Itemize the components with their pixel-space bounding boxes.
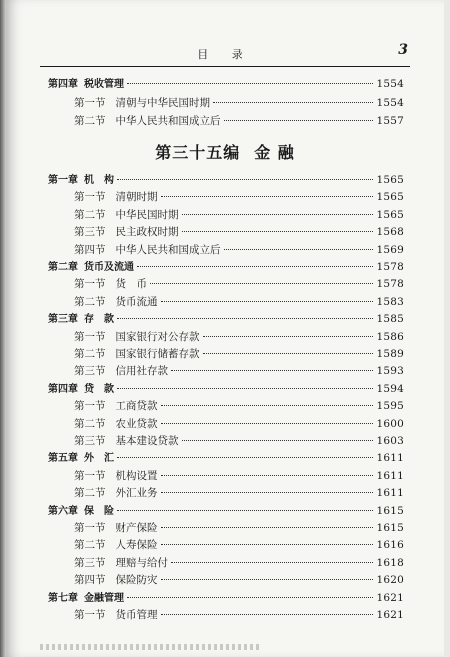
- dot-leader: [117, 509, 373, 511]
- dot-leader: [203, 352, 374, 354]
- toc-section-row: [74, 485, 404, 501]
- toc-entry-number: 第二节: [74, 487, 106, 500]
- toc-entry-title: 国家银行对公存款: [115, 330, 200, 343]
- dot-leader: [182, 439, 374, 441]
- toc-section-row: [74, 329, 404, 345]
- toc-section-row: [74, 242, 404, 258]
- toc-entry-page: 1589: [376, 348, 404, 360]
- toc-entry-title: 农业贷款: [115, 417, 158, 430]
- toc-entry-page: 1611: [376, 469, 404, 482]
- dot-leader: [224, 119, 374, 121]
- toc-entry-number: 第一节: [74, 522, 106, 534]
- toc-entry-number: 第一节: [74, 330, 106, 343]
- dot-leader: [161, 578, 374, 580]
- toc-entry-number: 第二节: [74, 417, 106, 430]
- toc-entry-title: 货币流通: [115, 295, 158, 308]
- toc-entry-title: 中华人民共和国成立后: [115, 243, 221, 256]
- toc-entry-title: 信用社存款: [115, 365, 168, 378]
- toc-entry-number: 第二节: [74, 295, 106, 308]
- toc-entry-number: 第一节: [74, 609, 106, 621]
- part-title-name: 金 融: [254, 143, 295, 162]
- toc-entry-number: 第一节: [74, 96, 106, 109]
- scan-artifact: [40, 644, 260, 650]
- toc-entry-number: 第四章: [48, 383, 78, 395]
- toc-section-row: [74, 416, 404, 432]
- toc-entry-page: 1554: [376, 96, 404, 109]
- toc-section-row: [74, 189, 404, 205]
- dot-leader: [182, 230, 374, 232]
- toc-entry-title: 贷 款: [84, 383, 114, 395]
- dot-leader: [161, 404, 374, 406]
- toc-entry-number: 第五章: [48, 453, 78, 465]
- toc-entry-page: 1603: [376, 435, 404, 447]
- dot-leader: [127, 82, 373, 84]
- toc-entry-page: 1565: [376, 191, 404, 204]
- toc-section-row: [74, 276, 404, 292]
- dot-leader: [150, 282, 373, 284]
- toc-entry-page: 1578: [376, 261, 404, 273]
- dot-leader: [182, 213, 374, 215]
- dot-leader: [117, 456, 373, 458]
- toc-entry-number: 第六章: [48, 505, 78, 517]
- dot-leader: [161, 422, 374, 424]
- toc-entry-page: 1583: [376, 295, 404, 308]
- toc-entry-title: 国家银行储蓄存款: [115, 348, 200, 360]
- toc-entry-title: 理赔与给付: [115, 556, 168, 569]
- toc-chapter-row: [48, 381, 404, 397]
- toc-entry-title: 货 币: [115, 278, 147, 291]
- toc-section-row: [74, 607, 404, 623]
- toc-entry-number: 第四节: [74, 574, 106, 587]
- dot-leader: [137, 265, 373, 267]
- toc-entry-page: 1621: [376, 591, 404, 604]
- toc-entry-title: 外汇业务: [115, 487, 158, 500]
- toc-entry-title: 外 汇: [84, 453, 114, 465]
- toc-section-row: [74, 207, 404, 223]
- toc-entry-number: 第二节: [74, 348, 106, 360]
- toc-entry-page: 1578: [376, 278, 404, 291]
- toc-entry-page: 1611: [376, 487, 404, 500]
- toc-chapter-row: [48, 311, 404, 327]
- toc-entry-number: 第一节: [74, 469, 106, 482]
- toc-entry-number: 第一节: [74, 278, 106, 291]
- toc-entry-page: 1620: [376, 574, 404, 587]
- toc-entry-page: 1568: [376, 226, 404, 239]
- toc-entry-title: 机构设置: [115, 469, 158, 482]
- toc-entry-title: 存 款: [84, 314, 114, 326]
- dot-leader: [127, 596, 373, 598]
- toc-entry-number: 第一章: [48, 175, 78, 186]
- toc-entry-title: 财产保险: [115, 522, 158, 534]
- toc-entry-number: 第四章: [48, 79, 78, 90]
- toc-chapter-row: [48, 503, 404, 519]
- toc-entry-page: 1594: [376, 382, 404, 395]
- toc-entry-number: 第二章: [48, 262, 78, 273]
- dot-leader: [161, 195, 374, 197]
- header-title: 目 录: [197, 48, 253, 61]
- toc-section-row: [74, 95, 404, 111]
- dot-leader: [161, 491, 374, 493]
- toc-section-row: [74, 572, 404, 588]
- toc-entry-number: 第二节: [74, 208, 106, 221]
- dot-leader: [161, 613, 374, 615]
- part-title-number: 第三十五编: [155, 143, 241, 162]
- toc-section-row: [74, 294, 404, 310]
- toc-entry-number: 第一节: [74, 191, 106, 204]
- toc-entry-title: 中华民国时期: [115, 208, 179, 221]
- toc-section-row: [74, 468, 404, 484]
- toc-entry-number: 第二节: [74, 115, 106, 127]
- dot-leader: [161, 300, 374, 302]
- toc-section-row: [74, 346, 404, 362]
- part-title: [0, 140, 450, 163]
- toc-entry-title: 保险防灾: [115, 574, 158, 587]
- toc-section-row: [74, 555, 404, 571]
- toc-entry-page: 1621: [376, 609, 404, 621]
- dot-leader: [213, 101, 373, 103]
- toc-entry-page: 1586: [376, 330, 404, 343]
- toc-entry-title: 民主政权时期: [115, 226, 179, 239]
- toc-entry-number: 第四节: [74, 243, 106, 256]
- toc-section-row: [74, 520, 404, 536]
- toc-entry-title: 工商贷款: [115, 400, 158, 413]
- toc-entry-number: 第三节: [74, 226, 106, 239]
- dot-leader: [117, 178, 373, 180]
- header-page-number: 3: [398, 42, 408, 58]
- toc-entry-title: 货币管理: [115, 609, 158, 621]
- toc-entry-page: 1615: [376, 522, 404, 534]
- toc-entry-title: 清朝时期: [115, 191, 158, 204]
- toc-section-row: [74, 363, 404, 379]
- toc-entry-title: 中华人民共和国成立后: [115, 115, 221, 127]
- dot-leader: [117, 317, 373, 319]
- dot-leader: [171, 561, 373, 563]
- toc-entry-title: 税收管理: [84, 79, 124, 90]
- toc-chapter-row: [48, 450, 404, 466]
- toc-entry-title: 保 险: [84, 505, 114, 517]
- header-rule: [40, 66, 410, 67]
- toc-entry-page: 1593: [376, 365, 404, 378]
- toc-entry-page: 1618: [376, 556, 404, 569]
- toc-chapter-row: [48, 76, 404, 92]
- toc-section-row: [74, 224, 404, 240]
- toc-entry-number: 第三节: [74, 556, 106, 569]
- toc-entry-number: 第三章: [48, 314, 78, 326]
- toc-entry-page: 1554: [376, 78, 404, 90]
- toc-chapter-row: [48, 259, 404, 275]
- dot-leader: [161, 543, 374, 545]
- toc-entry-number: 第一节: [74, 400, 106, 413]
- toc-entry-page: 1595: [376, 400, 404, 413]
- toc-entry-title: 金融管理: [84, 592, 124, 604]
- toc-entry-page: 1616: [376, 539, 404, 552]
- dot-leader: [224, 248, 374, 250]
- toc-entry-title: 人寿保险: [115, 539, 158, 552]
- running-header: [40, 42, 410, 64]
- toc-entry-number: 第二节: [74, 539, 106, 552]
- toc-entry-title: 基本建设贷款: [115, 435, 179, 447]
- toc-entry-title: 机 构: [84, 175, 114, 186]
- toc-entry-page: 1565: [376, 208, 404, 221]
- toc-section-row: [74, 398, 404, 414]
- toc-chapter-row: [48, 172, 404, 188]
- toc-section-row: [74, 433, 404, 449]
- dot-leader: [117, 387, 373, 389]
- toc-entry-title: 货币及流通: [84, 262, 134, 273]
- toc-entry-number: 第三节: [74, 435, 106, 447]
- toc-entry-number: 第三节: [74, 365, 106, 378]
- toc-entry-title: 清朝与中华民国时期: [115, 96, 210, 109]
- toc-entry-page: 1585: [376, 313, 404, 326]
- dot-leader: [203, 335, 374, 337]
- toc-entry-number: 第七章: [48, 592, 78, 604]
- toc-entry-page: 1615: [376, 504, 404, 517]
- toc-entry-page: 1600: [376, 417, 404, 430]
- toc-entry-page: 1611: [376, 452, 404, 465]
- dot-leader: [161, 474, 374, 476]
- toc-chapter-row: [48, 590, 404, 606]
- toc-entry-page: 1565: [376, 174, 404, 186]
- toc-section-row: [74, 113, 404, 129]
- dot-leader: [171, 369, 373, 371]
- dot-leader: [161, 526, 374, 528]
- toc-entry-page: 1557: [376, 115, 404, 127]
- toc-entry-page: 1569: [376, 243, 404, 256]
- toc-section-row: [74, 537, 404, 553]
